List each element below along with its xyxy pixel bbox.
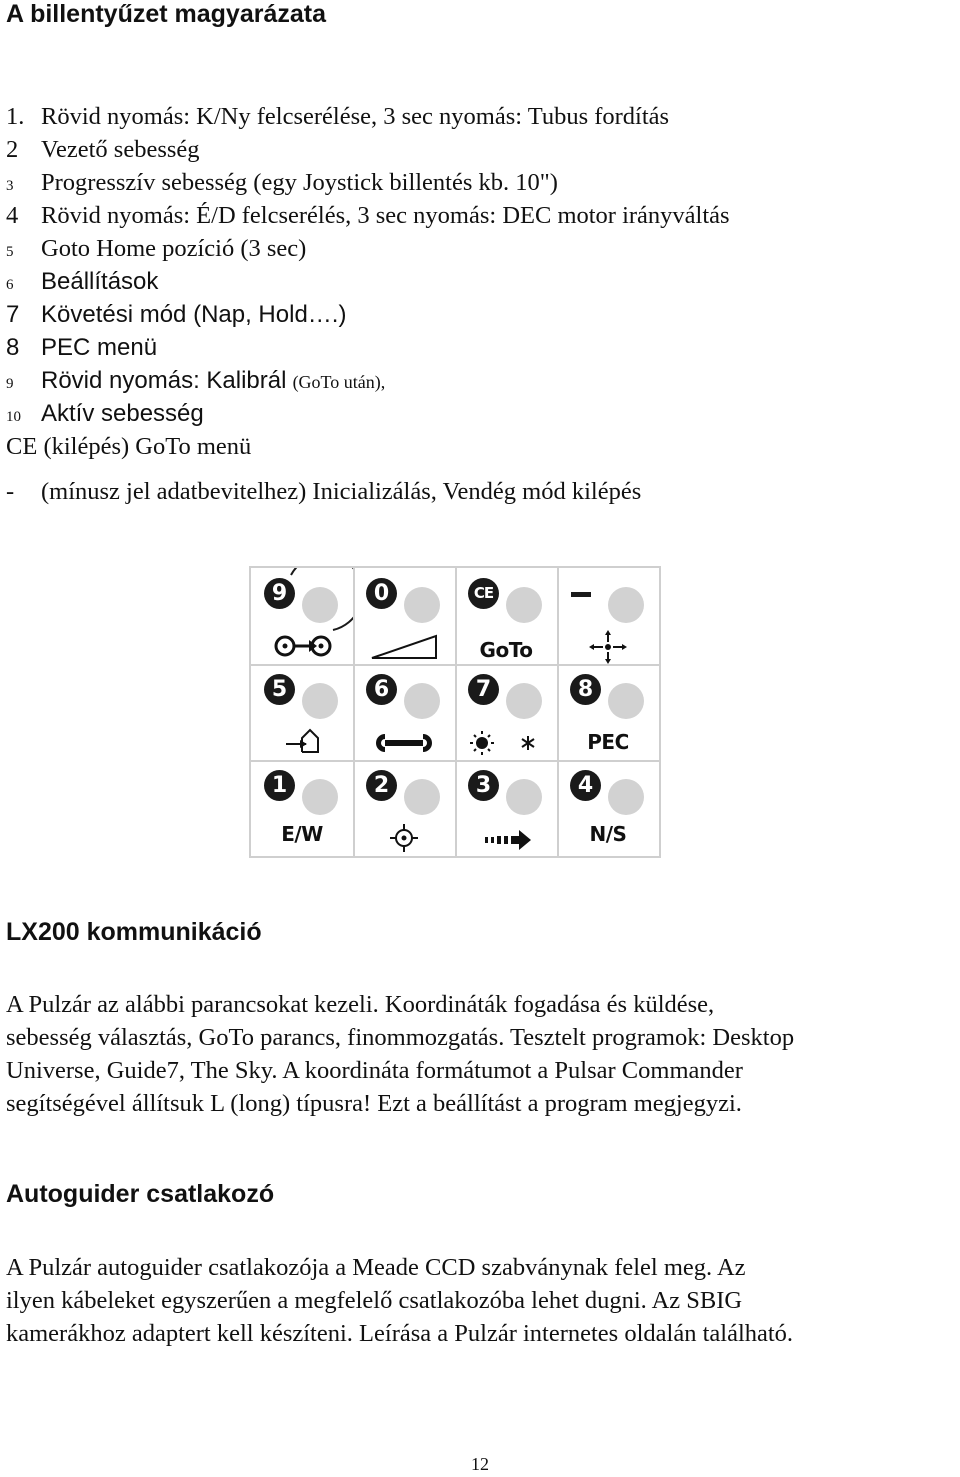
key-button[interactable]: [608, 587, 644, 623]
key-number: 5: [264, 674, 295, 705]
key-number: CE: [468, 578, 499, 609]
key-5[interactable]: [251, 664, 353, 760]
key-button[interactable]: [608, 683, 644, 719]
legend-number: -: [6, 478, 15, 505]
key-button[interactable]: [608, 779, 644, 815]
legend-number: 1.: [6, 103, 25, 130]
guide-icon: [251, 626, 353, 662]
legend-text: Vezető sebesség: [41, 136, 200, 163]
key-minus-bar: [571, 592, 591, 597]
key-button[interactable]: [302, 683, 338, 719]
key-caption: E/W: [281, 822, 323, 846]
legend-number: 5: [6, 244, 14, 260]
target-icon: [353, 818, 455, 854]
legend-number: 4: [6, 202, 19, 229]
lx200-paragraph: [6, 988, 960, 1120]
key-number: 8: [570, 674, 601, 705]
ramp-icon: [353, 626, 455, 662]
paragraph-line: sebesség választás, GoTo parancs, finommozgatás. Tesztelt programok: Desktop: [6, 1024, 795, 1051]
key-9[interactable]: [251, 568, 353, 664]
key-caption: GoTo: [479, 638, 533, 662]
legend-item: [6, 199, 730, 232]
keypad-diagram: [249, 566, 661, 858]
legend-text: Követési mód (Nap, Hold….): [41, 301, 347, 328]
wrench-icon: [353, 722, 455, 758]
legend-item: [6, 397, 204, 434]
key-6[interactable]: [353, 664, 455, 760]
legend-item: [6, 232, 306, 269]
legend-text: Rövid nyomás: É/D felcserélés, 3 sec nyomás: DEC motor irányváltás: [41, 202, 730, 229]
legend-number: 2: [6, 136, 19, 163]
paragraph-line: A Pulzár autoguider csatlakozója a Meade CCD szabványnak felel meg. Az: [6, 1254, 746, 1281]
legend-item: [6, 100, 669, 133]
paragraph-line: A Pulzár az alábbi parancsokat kezeli. Koordináták fogadása és küldése,: [6, 991, 715, 1018]
key-number: 3: [468, 770, 499, 801]
section-heading-autoguider: Autoguider csatlakozó: [6, 1180, 275, 1208]
home-icon: [251, 722, 353, 758]
legend-text: Rövid nyomás: K/Ny felcserélése, 3 sec nyomás: Tubus fordítás: [41, 103, 670, 130]
legend-number: CE: [6, 433, 38, 460]
legend-number: 10: [6, 409, 21, 425]
key-1[interactable]: [251, 760, 353, 856]
legend-text: Goto Home pozíció (3 sec): [41, 235, 307, 262]
key-button[interactable]: [404, 683, 440, 719]
key-8[interactable]: [557, 664, 659, 760]
key-button[interactable]: [302, 587, 338, 623]
key-caption: N/S: [589, 822, 627, 846]
legend-item: [6, 166, 558, 203]
legend-number: 6: [6, 277, 14, 293]
sun-moon-star-icon: [455, 722, 557, 758]
key-3[interactable]: [455, 760, 557, 856]
key-number: 9: [264, 578, 295, 609]
legend-item: [6, 298, 346, 331]
key-2[interactable]: [353, 760, 455, 856]
key-ce[interactable]: [455, 568, 557, 664]
legend-item: [6, 364, 385, 401]
legend-number: 9: [6, 376, 14, 392]
key-button[interactable]: [404, 779, 440, 815]
legend-item: [6, 331, 157, 364]
key-0[interactable]: [353, 568, 455, 664]
key-7[interactable]: [455, 664, 557, 760]
key-number: 6: [366, 674, 397, 705]
key-number: 2: [366, 770, 397, 801]
legend-text: Progresszív sebesség (egy Joystick billentés kb. 10"): [41, 169, 558, 196]
key-caption: PEC: [587, 730, 629, 754]
legend-item: [6, 133, 200, 166]
key-4[interactable]: [557, 760, 659, 856]
legend-text: (kilépés) GoTo menü: [43, 433, 252, 460]
progressive-arrow-icon: [455, 818, 557, 854]
legend-text: Rövid nyomás: Kalibrál: [41, 367, 287, 394]
paragraph-line: Universe, Guide7, The Sky. A koordináta formátumot a Pulsar Commander: [6, 1057, 743, 1084]
legend-text: (mínusz jel adatbevitelhez) Inicializálás, Vendég mód kilépés: [41, 478, 642, 505]
key-button[interactable]: [404, 587, 440, 623]
crosshair-arrows-icon: [557, 630, 659, 666]
legend-text: Aktív sebesség: [41, 400, 204, 427]
key-button[interactable]: [506, 587, 542, 623]
key-number: 0: [366, 578, 397, 609]
key-number: 1: [264, 770, 295, 801]
paragraph-line: segítségével állítsuk L (long) típusra! Ezt a beállítást a program megjegyzi.: [6, 1090, 742, 1117]
legend-item: [6, 430, 251, 463]
key-minus[interactable]: [557, 568, 659, 664]
key-number: 4: [570, 770, 601, 801]
key-button[interactable]: [506, 779, 542, 815]
key-number: 7: [468, 674, 499, 705]
key-button[interactable]: [302, 779, 338, 815]
page-number: 12: [471, 1454, 489, 1474]
legend-item: [6, 475, 641, 508]
key-button[interactable]: [506, 683, 542, 719]
autoguider-paragraph: [6, 1251, 960, 1350]
legend-text-extra: (GoTo után),: [292, 372, 386, 392]
paragraph-line: kamerákhoz adaptert kell készíteni. Leírása a Pulzár internetes oldalán található.: [6, 1320, 794, 1347]
legend-item: [6, 265, 158, 302]
legend-text: PEC menü: [41, 334, 158, 361]
legend-number: 7: [6, 301, 20, 328]
legend-number: 3: [6, 178, 14, 194]
section-heading-lx200: LX200 kommunikáció: [6, 918, 262, 946]
paragraph-line: ilyen kábeleket egyszerűen a megfelelő csatlakozóba lehet dugni. Az SBIG: [6, 1287, 743, 1314]
legend-text: Beállítások: [41, 268, 159, 295]
page-title: A billentyűzet magyarázata: [6, 0, 327, 28]
legend-number: 8: [6, 334, 20, 361]
